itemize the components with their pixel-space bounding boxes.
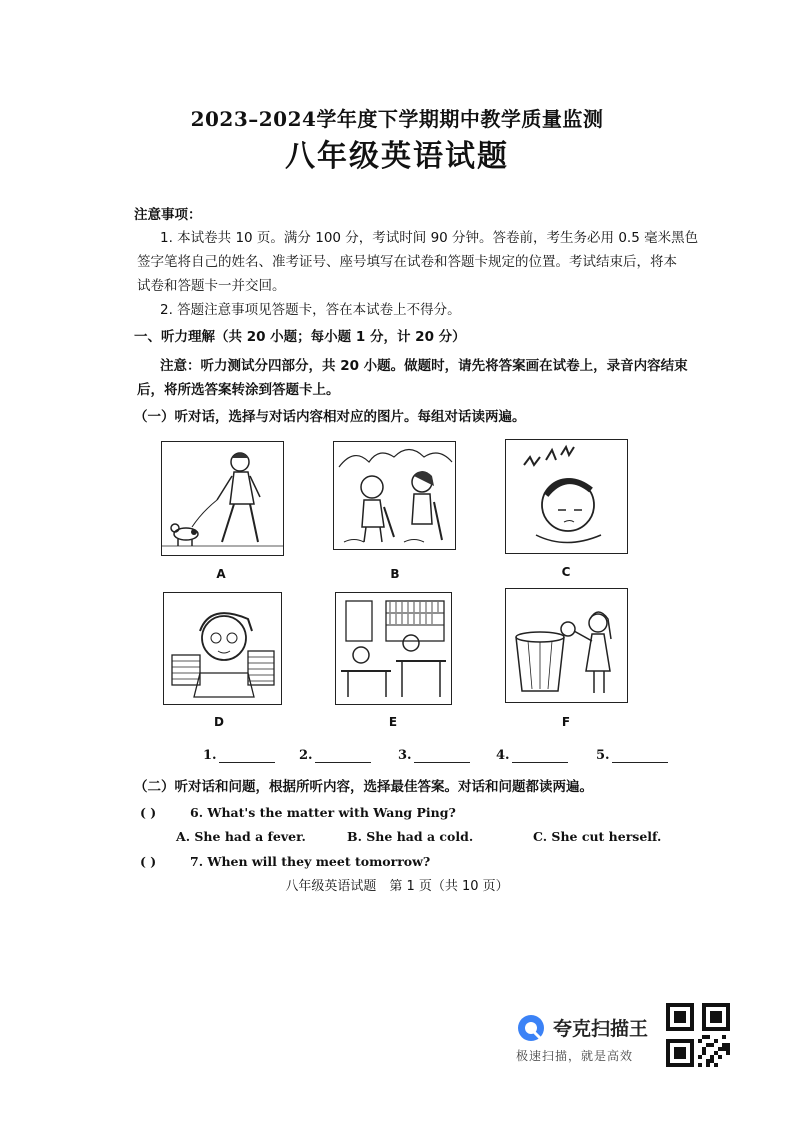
page-footer: 八年级英语试题 第 1 页（共 10 页） <box>285 879 509 894</box>
picture-c-label: C <box>561 565 571 579</box>
answer-blank-3[interactable] <box>398 748 470 763</box>
exam-title: 2023–2024学年度下学期期中教学质量监测 <box>190 107 604 131</box>
picture-f-trash-bin <box>505 588 628 703</box>
picture-b-cleaning-park <box>333 441 456 550</box>
students-in-library-illustration <box>336 593 451 704</box>
section1-heading: 一、听力理解（共 20 小题；每小题 1 分，计 20 分） <box>134 329 466 345</box>
notes-heading: 注意事项： <box>134 207 202 223</box>
picture-f-label: F <box>561 715 571 729</box>
answer-number-1: 1. <box>203 748 217 763</box>
student-with-books-illustration <box>164 593 281 704</box>
part1-instruction: （一）听对话，选择与对话内容相对应的图片。每组对话读两遍。 <box>134 409 526 425</box>
picture-a-label: A <box>216 567 226 581</box>
answer-number-2: 2. <box>299 748 313 763</box>
q6-option-b[interactable]: B. She had a cold. <box>347 829 474 844</box>
picture-e-label: E <box>388 715 398 729</box>
part2-instruction: （二）听对话和问题，根据所听内容，选择最佳答案。对话和问题都读两遍。 <box>134 779 593 795</box>
answer-line-3[interactable] <box>414 748 470 763</box>
answer-line-4[interactable] <box>512 748 568 763</box>
answer-line-1[interactable] <box>219 748 275 763</box>
notes-item1-line3: 试卷和答题卡一并交回。 <box>137 278 286 294</box>
children-sweeping-illustration <box>334 442 455 549</box>
picture-d-label: D <box>214 715 224 729</box>
picture-d-studying-books <box>163 592 282 705</box>
answer-blank-2[interactable] <box>299 748 371 763</box>
section1-note-line1: 注意：听力测试分四部分，共 20 小题。做题时，请先将答案画在试卷上，录音内容结束 <box>160 358 688 374</box>
answer-number-3: 3. <box>398 748 412 763</box>
qr-code-icon <box>666 1003 730 1067</box>
answer-number-4: 4. <box>496 748 510 763</box>
q7-stem: 7. When will they meet tomorrow? <box>190 854 431 869</box>
picture-e-library <box>335 592 452 705</box>
answer-blank-1[interactable] <box>203 748 275 763</box>
q6-answer-paren[interactable]: ( ) <box>140 805 157 820</box>
picture-b-label: B <box>390 567 400 581</box>
girl-throwing-trash-illustration <box>506 589 627 702</box>
exam-subtitle: 八年级英语试题 <box>285 139 509 174</box>
answer-line-2[interactable] <box>315 748 371 763</box>
notes-item1-line2: 签字笔将自己的姓名、准考证号、座号填写在试卷和答题卡规定的位置。考试结束后，将本 <box>137 254 677 270</box>
notes-item1-line1: 1. 本试卷共 10 页。满分 100 分，考试时间 90 分钟。答卷前，考生务必用 0.5 毫米黑色 <box>160 230 699 246</box>
man-walking-dog-illustration <box>162 442 283 555</box>
q6-option-a[interactable]: A. She had a fever. <box>176 829 306 844</box>
scanner-logo-icon <box>516 1013 546 1043</box>
person-headache-illustration <box>506 440 627 553</box>
section1-note-line2: 后，将所选答案转涂到答题卡上。 <box>137 382 340 398</box>
answer-number-5: 5. <box>596 748 610 763</box>
q7-answer-paren[interactable]: ( ) <box>140 854 157 869</box>
q6-stem: 6. What's the matter with Wang Ping? <box>190 805 456 820</box>
watermark-slogan: 极速扫描，就是高效 <box>516 1049 634 1063</box>
q6-option-c[interactable]: C. She cut herself. <box>533 829 662 844</box>
notes-item2: 2. 答题注意事项见答题卡，答在本试卷上不得分。 <box>160 302 461 318</box>
picture-c-headache <box>505 439 628 554</box>
watermark-brand: 夸克扫描王 <box>553 1018 649 1040</box>
answer-line-5[interactable] <box>612 748 668 763</box>
answer-blank-5[interactable] <box>596 748 668 763</box>
answer-blank-4[interactable] <box>496 748 568 763</box>
picture-a-walking-dog <box>161 441 284 556</box>
